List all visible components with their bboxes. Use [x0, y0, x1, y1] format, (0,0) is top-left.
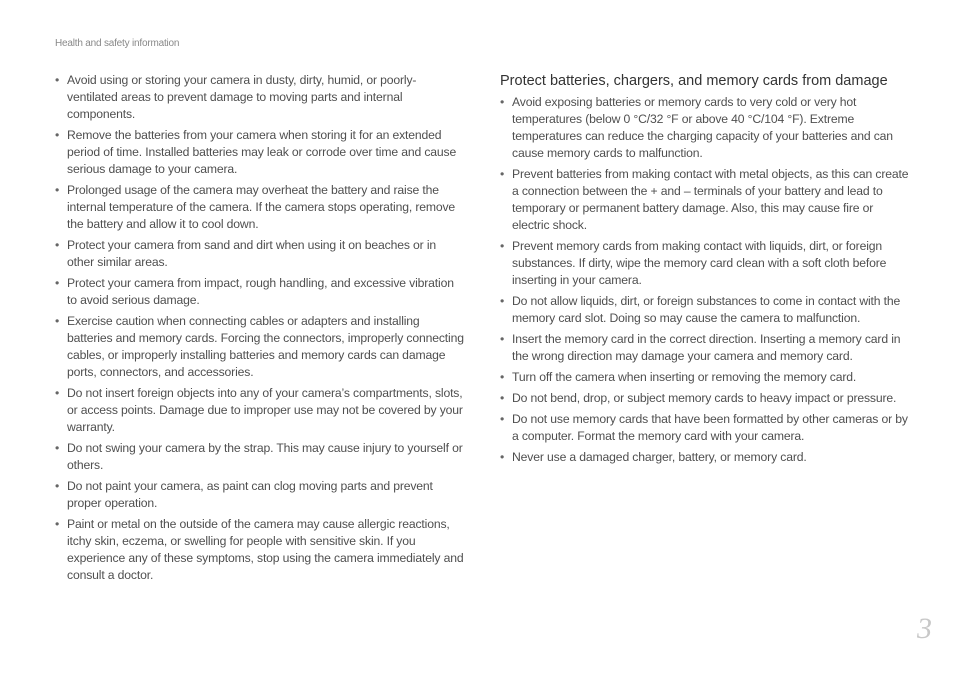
list-item-text: Do not allow liquids, dirt, or foreign substances to come in contact with the memory card slot. Doing so may cause the camera to malfunction.: [512, 294, 901, 325]
running-header: Health and safety information: [55, 38, 180, 49]
list-item-text: Never use a damaged charger, battery, or memory card.: [512, 450, 807, 464]
page-number: 3: [917, 612, 932, 645]
list-item: [500, 94, 912, 162]
list-item-text: Turn off the camera when inserting or removing the memory card.: [512, 370, 857, 384]
list-item: [500, 369, 912, 386]
list-item: [55, 478, 465, 512]
bullet-icon: •: [500, 294, 505, 308]
left-bullet-list: [55, 72, 465, 584]
list-item-text: Avoid exposing batteries or memory cards to very cold or very hot temperatures (below 0 °C/32 °F or above 40 °C/104 °F). Extreme temperatures can reduce the charging capacity of your batteries and can cause memory cards to malfunction.: [512, 95, 893, 160]
right-bullet-list: [500, 94, 912, 466]
list-item-text: Remove the batteries from your camera when storing it for an extended period of time. Installed batteries may leak or corrode over time and cause serious damage to your camera.: [67, 128, 457, 176]
left-column: [55, 72, 465, 588]
bullet-icon: •: [55, 73, 60, 87]
list-item: [500, 390, 912, 407]
bullet-icon: •: [500, 370, 505, 384]
list-item-text: Insert the memory card in the correct direction. Inserting a memory card in the wrong direction may damage your camera and memory card.: [512, 332, 901, 363]
bullet-icon: •: [55, 386, 60, 400]
list-item-text: Do not swing your camera by the strap. This may cause injury to yourself or others.: [67, 441, 463, 472]
list-item: [500, 238, 912, 289]
list-item-text: Do not insert foreign objects into any of your camera’s compartments, slots, or access points. Damage due to improper use may not be covered by your warranty.: [67, 386, 463, 434]
list-item-text: Do not use memory cards that have been formatted by other cameras or by a computer. Format the memory card with your camera.: [512, 412, 908, 443]
right-column: [500, 72, 912, 470]
list-item: [55, 313, 465, 381]
bullet-icon: •: [55, 441, 60, 455]
list-item: [55, 182, 465, 233]
list-item-text: Prevent memory cards from making contact with liquids, dirt, or foreign substances. If dirty, wipe the memory card clean with a soft cloth before inserting in your camera.: [512, 239, 887, 287]
bullet-icon: •: [55, 517, 60, 531]
list-item-text: Paint or metal on the outside of the camera may cause allergic reactions, itchy skin, eczema, or swelling for people with sensitive skin. If you experience any of these symptoms, stop using the camera immediately and consult a doctor.: [67, 517, 464, 582]
bullet-icon: •: [500, 332, 505, 346]
list-item: [500, 166, 912, 234]
list-item: [500, 331, 912, 365]
bullet-icon: •: [55, 238, 60, 252]
list-item: [500, 293, 912, 327]
list-item: [55, 275, 465, 309]
list-item: [55, 385, 465, 436]
list-item-text: Do not bend, drop, or subject memory cards to heavy impact or pressure.: [512, 391, 897, 405]
bullet-icon: •: [500, 412, 505, 426]
list-item: [55, 516, 465, 584]
list-item-text: Prevent batteries from making contact with metal objects, as this can create a connection between the + and – terminals of your battery and lead to temporary or permanent battery damage. Also, this may cause fire or electric shock.: [512, 167, 909, 232]
list-item-text: Avoid using or storing your camera in dusty, dirty, humid, or poorly-ventilated areas to prevent damage to moving parts and internal components.: [67, 73, 417, 121]
bullet-icon: •: [55, 479, 60, 493]
bullet-icon: •: [500, 239, 505, 253]
list-item: [55, 127, 465, 178]
list-item-text: Exercise caution when connecting cables or adapters and installing batteries and memory cards. Forcing the connectors, improperly connecting cables, or improperly installing batteries and memory cards can damage ports, connectors, and accessories.: [67, 314, 464, 379]
bullet-icon: •: [500, 95, 505, 109]
list-item: [55, 440, 465, 474]
bullet-icon: •: [55, 128, 60, 142]
list-item-text: Protect your camera from sand and dirt when using it on beaches or in other similar areas.: [67, 238, 437, 269]
bullet-icon: •: [500, 450, 505, 464]
bullet-icon: •: [55, 314, 60, 328]
list-item: [500, 411, 912, 445]
list-item: [55, 72, 465, 123]
list-item-text: Do not paint your camera, as paint can clog moving parts and prevent proper operation.: [67, 479, 433, 510]
list-item: [500, 449, 912, 466]
bullet-icon: •: [500, 391, 505, 405]
bullet-icon: •: [55, 276, 60, 290]
bullet-icon: •: [55, 183, 60, 197]
section-title: Protect batteries, chargers, and memory cards from damage: [500, 73, 888, 89]
bullet-icon: •: [500, 167, 505, 181]
list-item-text: Prolonged usage of the camera may overheat the battery and raise the internal temperature of the camera. If the camera stops operating, remove the battery and allow it to cool down.: [67, 183, 456, 231]
list-item-text: Protect your camera from impact, rough handling, and excessive vibration to avoid serious damage.: [67, 276, 454, 307]
list-item: [55, 237, 465, 271]
